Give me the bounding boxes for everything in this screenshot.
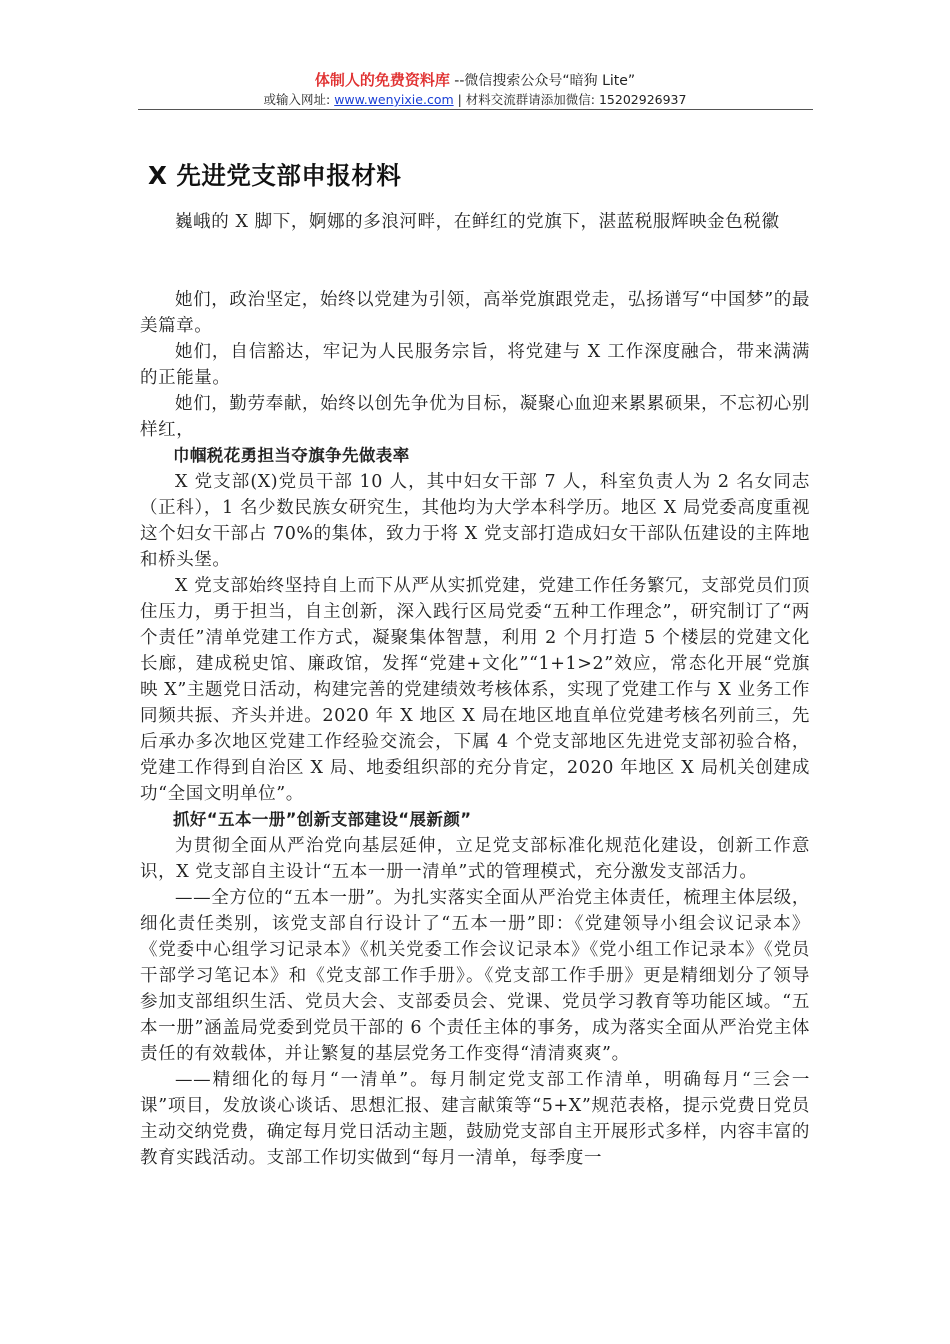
header-line-2 bbox=[0, 91, 950, 109]
section-heading-1: 巾帼税花勇担当夺旗争先做表率 bbox=[173, 446, 410, 465]
header-divider bbox=[138, 109, 813, 110]
paragraph-7: ——全方位的“五本一册”。为扎实落实全面从严治党主体责任，梳理主体层级，细化责任类别，该党支部自行设计了“五本一册”即：《党建领导小组会议记录本》《党委中心组学习记录本》《机关党委工作会议记录本》《党小组工作记录本》《党员干部学习笔记本》和《党支部工作手册》。《党支部工作手册》更是精细划分了领导参加支部组织生活、党员大会、支部委员会、党课、党员学习教育等功能区域。“五本一册”涵盖局党委到党员干部的 6 个责任主体的事务，成为落实全面从严治党主体责任的有效载体，并让繁复的基层党务工作变得“清清爽爽”。 bbox=[140, 888, 810, 1064]
document-body bbox=[140, 209, 810, 1171]
paragraph-1: 她们，政治坚定，始终以党建为引领，高举党旗跟党走，弘扬谱写“中国梦”的最美篇章。 bbox=[140, 290, 810, 336]
header-banner bbox=[0, 70, 950, 109]
paragraph-4: X 党支部(X)党员干部 10 人，其中妇女干部 7 人，科室负责人为 2 名女同志（正科），1 名少数民族女研究生，其他均为大学本科学历。地区 X 局党委高度重视这个妇女干部占 70%的集体，致力于将 X 党支部打造成妇女干部队伍建设的主阵地和桥头堡。 bbox=[140, 472, 810, 570]
paragraph-5: X 党支部始终坚持自上而下从严从实抓党建，党建工作任务繁冗，支部党员们顶住压力，勇于担当，自主创新，深入践行区局党委“五种工作理念”，研究制订了“两个责任”清单党建工作方式，凝聚集体智慧，利用 2 个月打造 5 个楼层的党建文化长廊，建成税史馆、廉政馆，发挥“党建+文化”“1+1>2”效应，常态化开展“党旗映 X”主题党日活动，构建完善的党建绩效考核体系，实现了党建工作与 X 业务工作同频共振、齐头并进。2020 年 X 地区 X 局在地区地直单位党建考核名列前三，先后承办多次地区党建工作经验交流会，下属 4 个党支部地区先进党支部初验合格，党建工作得到自治区 X 局、地委组织部的充分肯定，2020 年地区 X 局机关创建成功“全国文明单位”。 bbox=[140, 576, 810, 804]
blank-gap bbox=[140, 235, 810, 287]
paragraph-intro: 巍峨的 X 脚下，婀娜的多浪河畔，在鲜红的党旗下，湛蓝税服辉映金色税徽 bbox=[175, 212, 780, 232]
document-title: X 先进党支部申报材料 bbox=[148, 161, 402, 190]
header-url-link[interactable]: www.wenyixie.com bbox=[334, 92, 454, 107]
paragraph-3: 她们，勤劳奉献，始终以创先争优为目标，凝聚心血迎来累累硕果，不忘初心别样红， bbox=[140, 394, 810, 440]
header-line-1 bbox=[0, 70, 950, 91]
paragraph-2: 她们，自信豁达，牢记为人民服务宗旨，将党建与 X 工作深度融合，带来满满的正能量。 bbox=[140, 342, 810, 388]
section-heading-2: 抓好“五本一册”创新支部建设“展新颜” bbox=[173, 810, 472, 829]
header-promo: --微信搜索公众号“暗狗 Lite” bbox=[449, 73, 636, 89]
header-brand: 体制人的免费资料库 bbox=[314, 71, 450, 89]
paragraph-6: 为贯彻全面从严治党向基层延伸，立足党支部标准化规范化建设，创新工作意识，X 党支部自主设计“五本一册一清单”式的管理模式，充分激发支部活力。 bbox=[140, 836, 810, 882]
header-url-prefix: 或输入网址: bbox=[263, 92, 335, 107]
paragraph-8: ——精细化的每月“一清单”。每月制定党支部工作清单，明确每月“三会一课”项目，发放谈心谈话、思想汇报、建言献策等“5+X”规范表格，提示党费日党员主动交纳党费，确定每月党日活动主题，鼓励党支部自主开展形式多样，内容丰富的教育实践活动。支部工作切实做到“每月一清单，每季度一 bbox=[140, 1070, 810, 1168]
header-contact: | 材料交流群请添加微信: 15202926937 bbox=[453, 92, 687, 107]
